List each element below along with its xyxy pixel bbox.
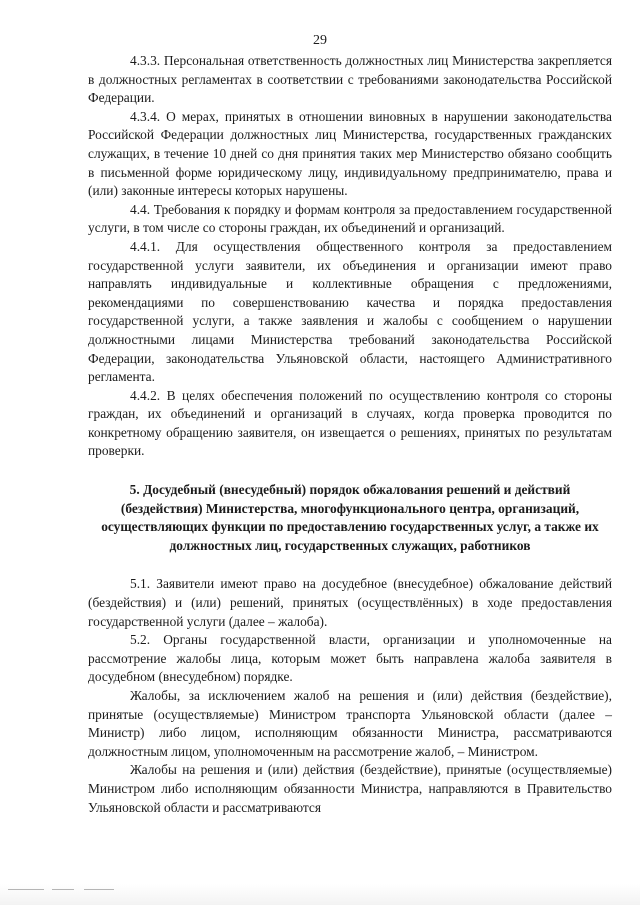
page-number: 29 [313, 33, 327, 48]
paragraph-complaints-general: Жалобы, за исключением жалоб на решения и (или) действия (бездействие), принятые (осуществляемые) Министром транспорта Ульяновской области (далее – Министр) либо лицом, исполняющим обязанности Министра, рассматриваются должностным лицом, уполномоченным на рассмотрение жалоб, – Министром. [88, 688, 612, 759]
paragraph-4-4-1: 4.4.1. Для осуществления общественного контроля за предоставлением государственной услуги заявители, их объединения и организации имеют право направлять индивидуальные и коллективные обращения с предложениями, рекомендациями по совершенствованию качества и порядка предоставления государственной услуги, а также заявления и жалобы с сообщением о нарушении должностными лицами Министерства требований законодательства Российской Федерации, законодательства Ульяновской области, настоящего Административного регламента. [88, 238, 612, 385]
scan-artifact-dash [8, 889, 44, 890]
paragraph-4-4: 4.4. Требования к порядку и формам контроля за предоставлением государственной услуги, в том числе со стороны граждан, их объединений и организаций. [88, 201, 612, 236]
paragraph-5-2: 5.2. Органы государственной власти, организации и уполномоченные на рассмотрение жалобы лица, которым может быть направлена жалоба заявителя в досудебном (внесудебном) порядке. [88, 632, 612, 685]
paragraph-4-3-4: 4.3.4. О мерах, принятых в отношении виновных в нарушении законодательства Российской Федерации должностных лиц Министерства, государственных гражданских служащих, в течение 10 дней со дня принятия таких мер Министерство обязано сообщить в письменной форме юридическому лицу, индивидуальному предпринимателю, права и (или) законные интересы которых нарушены. [88, 108, 612, 199]
scan-artifact-dash [52, 889, 74, 890]
scan-artifact-dash [84, 889, 114, 890]
section-5-heading: 5. Досудебный (внесудебный) порядок обжалования решений и действий (бездействия) Министерства, многофункционального центра, организаций, осуществляющих функции по предоставлению государственных услуг, а также их должностных лиц, государственных служащих, работников [101, 482, 599, 553]
paragraph-4-3-3: 4.3.3. Персональная ответственность должностных лиц Министерства закрепляется в должностных регламентах в соответствии с требованиями законодательства Российской Федерации. [88, 53, 612, 106]
paragraph-complaints-minister: Жалобы на решения и (или) действия (бездействие), принятые (осуществляемые) Министром либо исполняющим обязанности Министра, направляются в Правительство Ульяновской области и рассматриваются [88, 762, 612, 815]
paragraph-4-4-2: 4.4.2. В целях обеспечения положений по осуществлению контроля со стороны граждан, их объединений и организаций в случаях, когда проверка проводится по конкретному обращению заявителя, он извещается о решениях, принятых по результатам проверки. [88, 387, 612, 459]
document-body [88, 52, 612, 817]
scan-bottom-edge [0, 884, 640, 905]
paragraph-5-1: 5.1. Заявители имеют право на досудебное (внесудебное) обжалование действий (бездействия) и (или) решений, принятых (осуществлённых) в ходе предоставления государственной услуги (далее – жалоба). [88, 576, 612, 629]
